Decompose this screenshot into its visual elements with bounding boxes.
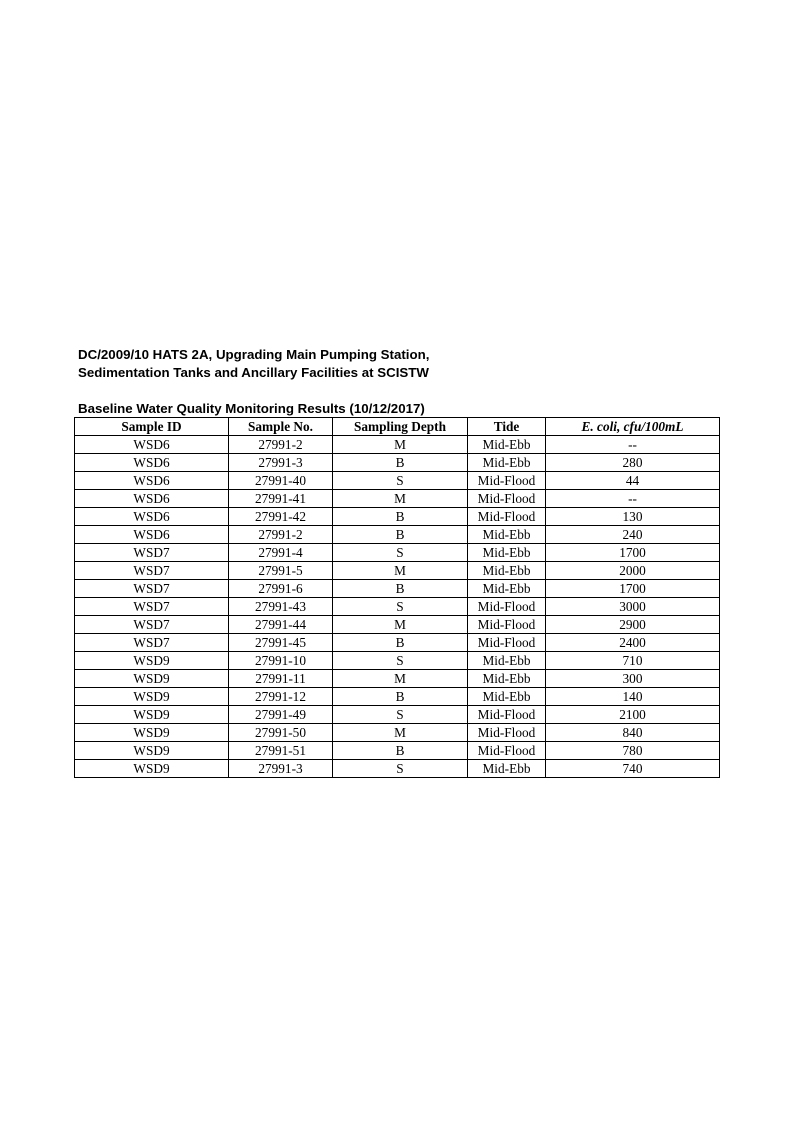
sampling-depth-cell: B <box>333 508 468 526</box>
sampling-depth-cell: B <box>333 454 468 472</box>
table-row <box>75 652 720 670</box>
table-row <box>75 598 720 616</box>
table-title: Baseline Water Quality Monitoring Results (10/12/2017) <box>78 401 425 416</box>
table-row <box>75 706 720 724</box>
tide-cell: Mid-Ebb <box>468 760 546 778</box>
e-coli-cell: 740 <box>546 760 720 778</box>
e-coli-cell: 300 <box>546 670 720 688</box>
table-row <box>75 562 720 580</box>
table-row <box>75 544 720 562</box>
header-line-1: DC/2009/10 HATS 2A, Upgrading Main Pumping Station, <box>78 347 430 362</box>
sample-id-cell: WSD6 <box>75 454 229 472</box>
sample-id-cell: WSD9 <box>75 652 229 670</box>
sample-id-cell: WSD6 <box>75 490 229 508</box>
table-body <box>75 436 720 778</box>
sample-no-cell: 27991-49 <box>229 706 333 724</box>
sampling-depth-cell: M <box>333 562 468 580</box>
table-row <box>75 508 720 526</box>
table-row <box>75 436 720 454</box>
sampling-depth-cell: S <box>333 472 468 490</box>
tide-cell: Mid-Ebb <box>468 580 546 598</box>
sample-no-cell: 27991-12 <box>229 688 333 706</box>
sampling-depth-cell: B <box>333 580 468 598</box>
sampling-depth-cell: S <box>333 760 468 778</box>
document-header <box>78 346 429 382</box>
tide-cell: Mid-Flood <box>468 598 546 616</box>
table-row <box>75 490 720 508</box>
sampling-depth-cell: M <box>333 670 468 688</box>
sample-no-cell: 27991-2 <box>229 526 333 544</box>
sample-no-cell: 27991-40 <box>229 472 333 490</box>
sample-id-cell: WSD6 <box>75 508 229 526</box>
column-header-sample-id: Sample ID <box>75 418 229 436</box>
e-coli-cell: 1700 <box>546 580 720 598</box>
tide-cell: Mid-Flood <box>468 508 546 526</box>
column-header-sample-no: Sample No. <box>229 418 333 436</box>
table-row <box>75 742 720 760</box>
e-coli-cell: 44 <box>546 472 720 490</box>
e-coli-cell: 130 <box>546 508 720 526</box>
sample-id-cell: WSD9 <box>75 670 229 688</box>
tide-cell: Mid-Flood <box>468 634 546 652</box>
table-row <box>75 760 720 778</box>
e-coli-cell: 1700 <box>546 544 720 562</box>
sampling-depth-cell: S <box>333 544 468 562</box>
table-row <box>75 472 720 490</box>
sample-no-cell: 27991-44 <box>229 616 333 634</box>
tide-cell: Mid-Flood <box>468 724 546 742</box>
sampling-depth-cell: M <box>333 616 468 634</box>
e-coli-cell: 2900 <box>546 616 720 634</box>
sample-id-cell: WSD7 <box>75 580 229 598</box>
tide-cell: Mid-Ebb <box>468 652 546 670</box>
sample-id-cell: WSD9 <box>75 688 229 706</box>
table-row <box>75 688 720 706</box>
table-row <box>75 634 720 652</box>
table-row <box>75 526 720 544</box>
sample-no-cell: 27991-42 <box>229 508 333 526</box>
e-coli-cell: -- <box>546 436 720 454</box>
sample-id-cell: WSD6 <box>75 526 229 544</box>
sample-no-cell: 27991-6 <box>229 580 333 598</box>
sampling-depth-cell: M <box>333 490 468 508</box>
table-row <box>75 616 720 634</box>
sample-id-cell: WSD6 <box>75 436 229 454</box>
sample-no-cell: 27991-3 <box>229 454 333 472</box>
sampling-depth-cell: S <box>333 598 468 616</box>
sample-no-cell: 27991-41 <box>229 490 333 508</box>
sample-id-cell: WSD9 <box>75 724 229 742</box>
tide-cell: Mid-Flood <box>468 490 546 508</box>
sample-no-cell: 27991-51 <box>229 742 333 760</box>
e-coli-cell: 140 <box>546 688 720 706</box>
e-coli-cell: 2100 <box>546 706 720 724</box>
tide-cell: Mid-Ebb <box>468 670 546 688</box>
sampling-depth-cell: B <box>333 526 468 544</box>
e-coli-cell: 780 <box>546 742 720 760</box>
sample-id-cell: WSD9 <box>75 760 229 778</box>
table-header-row <box>75 418 720 436</box>
sample-id-cell: WSD9 <box>75 706 229 724</box>
sample-id-cell: WSD7 <box>75 598 229 616</box>
tide-cell: Mid-Ebb <box>468 454 546 472</box>
e-coli-cell: 240 <box>546 526 720 544</box>
sample-no-cell: 27991-4 <box>229 544 333 562</box>
table-row <box>75 454 720 472</box>
results-table <box>74 417 720 778</box>
column-header-sampling-depth: Sampling Depth <box>333 418 468 436</box>
table-row <box>75 724 720 742</box>
sample-no-cell: 27991-10 <box>229 652 333 670</box>
e-coli-cell: 3000 <box>546 598 720 616</box>
e-coli-cell: 2400 <box>546 634 720 652</box>
sampling-depth-cell: S <box>333 652 468 670</box>
tide-cell: Mid-Ebb <box>468 688 546 706</box>
sampling-depth-cell: M <box>333 724 468 742</box>
table-row <box>75 670 720 688</box>
tide-cell: Mid-Flood <box>468 742 546 760</box>
e-coli-cell: 2000 <box>546 562 720 580</box>
column-header-tide: Tide <box>468 418 546 436</box>
tide-cell: Mid-Flood <box>468 616 546 634</box>
e-coli-cell: 710 <box>546 652 720 670</box>
sample-id-cell: WSD7 <box>75 562 229 580</box>
header-line-2: Sedimentation Tanks and Ancillary Facilities at SCISTW <box>78 365 429 380</box>
tide-cell: Mid-Ebb <box>468 436 546 454</box>
sampling-depth-cell: B <box>333 742 468 760</box>
e-coli-cell: 280 <box>546 454 720 472</box>
sample-id-cell: WSD6 <box>75 472 229 490</box>
sample-no-cell: 27991-50 <box>229 724 333 742</box>
e-coli-cell: 840 <box>546 724 720 742</box>
sample-no-cell: 27991-11 <box>229 670 333 688</box>
tide-cell: Mid-Ebb <box>468 526 546 544</box>
sample-no-cell: 27991-43 <box>229 598 333 616</box>
table-row <box>75 580 720 598</box>
tide-cell: Mid-Ebb <box>468 562 546 580</box>
sample-id-cell: WSD9 <box>75 742 229 760</box>
tide-cell: Mid-Flood <box>468 472 546 490</box>
sample-no-cell: 27991-3 <box>229 760 333 778</box>
e-coli-cell: -- <box>546 490 720 508</box>
sampling-depth-cell: B <box>333 634 468 652</box>
tide-cell: Mid-Flood <box>468 706 546 724</box>
sample-id-cell: WSD7 <box>75 544 229 562</box>
sample-no-cell: 27991-2 <box>229 436 333 454</box>
sample-no-cell: 27991-45 <box>229 634 333 652</box>
sample-id-cell: WSD7 <box>75 634 229 652</box>
sampling-depth-cell: M <box>333 436 468 454</box>
tide-cell: Mid-Ebb <box>468 544 546 562</box>
sampling-depth-cell: B <box>333 688 468 706</box>
column-header-e-coli: E. coli, cfu/100mL <box>546 418 720 436</box>
sampling-depth-cell: S <box>333 706 468 724</box>
sample-id-cell: WSD7 <box>75 616 229 634</box>
sample-no-cell: 27991-5 <box>229 562 333 580</box>
